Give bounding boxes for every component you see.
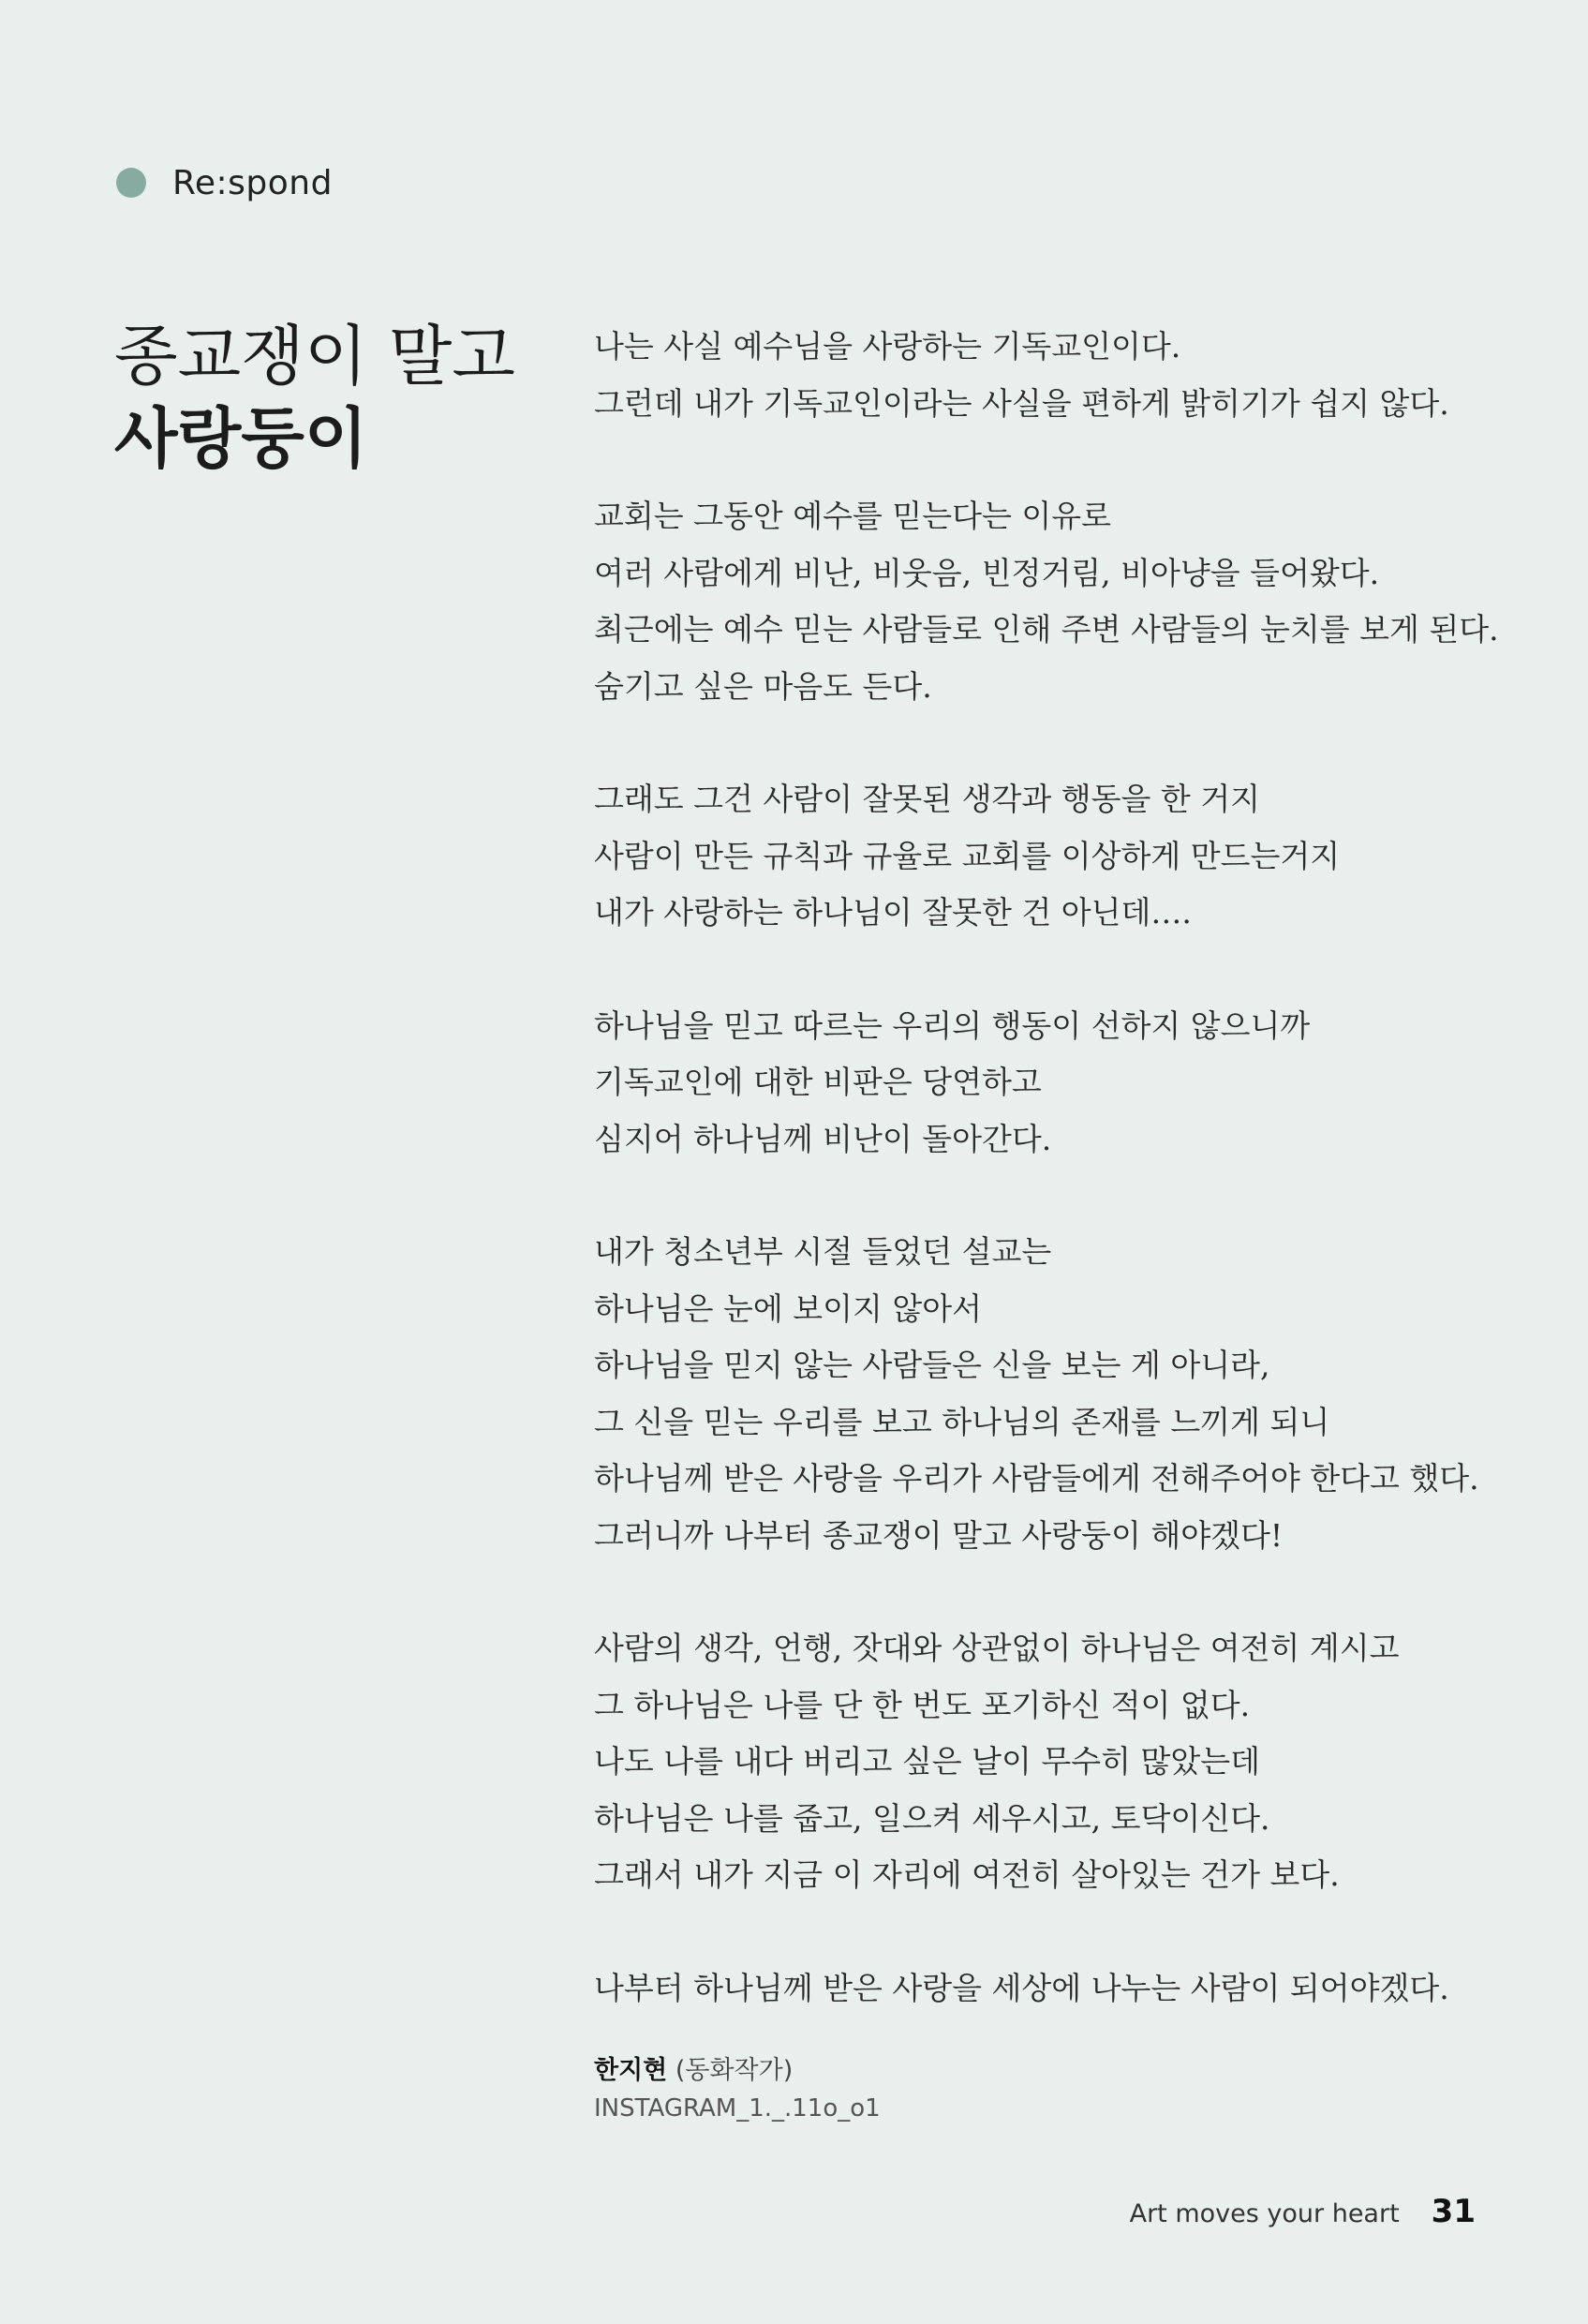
stanza-line: 최근에는 예수 믿는 사람들로 인해 주변 사람들의 눈치를 보게 된다. — [594, 611, 1499, 648]
section-label: Re:spond — [172, 163, 333, 202]
stanza — [594, 1224, 1531, 1564]
stanza-line: 그 신을 믿는 우리를 보고 하나님의 존재를 느끼게 되니 — [594, 1403, 1330, 1440]
stanza — [594, 998, 1531, 1169]
stanza-line: 그 하나님은 나를 단 한 번도 포기하신 적이 없다. — [594, 1686, 1251, 1723]
stanza-line: 그러니까 나부터 종교쟁이 말고 사랑둥이 해야겠다! — [594, 1516, 1284, 1554]
author-credit — [594, 2052, 881, 2127]
stanza-line: 나도 나를 내다 버리고 싶은 날이 무수히 많았는데 — [594, 1743, 1260, 1780]
page-footer — [1130, 2193, 1476, 2230]
stanza-line: 그래서 내가 지금 이 자리에 여전히 살아있는 건가 보다. — [594, 1856, 1340, 1893]
article-title — [114, 315, 564, 480]
stanza-line: 하나님께 받은 사랑을 우리가 사람들에게 전해주어야 한다고 했다. — [594, 1460, 1479, 1497]
stanza-line: 숨기고 싶은 마음도 든다. — [594, 667, 932, 705]
stanza-line: 내가 사랑하는 하나님이 잘못한 건 아닌데…. — [594, 894, 1192, 931]
stanza-line: 그래도 그건 사람이 잘못된 생각과 행동을 한 거지 — [594, 781, 1260, 817]
stanza-line: 하나님은 나를 줍고, 일으켜 세우시고, 토닥이신다. — [594, 1799, 1270, 1837]
footer-tagline: Art moves your heart — [1129, 2199, 1400, 2228]
stanza-line: 그런데 내가 기독교인이라는 사실을 편하게 밝히기가 쉽지 않다. — [594, 384, 1449, 422]
stanza — [594, 1960, 1531, 2018]
stanza-line: 내가 청소년부 시절 들었던 설교는 — [594, 1233, 1052, 1270]
stanza — [594, 771, 1531, 942]
stanza-line: 하나님은 눈에 보이지 않아서 — [594, 1289, 983, 1327]
article-body — [594, 319, 1531, 2073]
stanza-line: 교회는 그동안 예수를 믿는다는 이유로 — [594, 498, 1112, 534]
stanza-line: 사람의 생각, 언행, 잣대와 상관없이 하나님은 여전히 계시고 — [594, 1630, 1400, 1666]
stanza-line: 나는 사실 예수님을 사랑하는 기독교인이다. — [594, 328, 1181, 365]
stanza-line: 하나님을 믿고 따르는 우리의 행동이 선하지 않으니까 — [594, 1006, 1311, 1044]
stanza-line: 심지어 하나님께 비난이 돌아간다. — [594, 1120, 1052, 1157]
stanza-line: 여러 사람에게 비난, 비웃음, 빈정거림, 비아냥을 들어왔다. — [594, 554, 1380, 591]
stanza-line: 나부터 하나님께 받은 사랑을 세상에 나누는 사람이 되어야겠다. — [594, 1969, 1449, 2006]
stanza — [594, 319, 1531, 432]
article-title-line-1: 종교쟁이 말고 — [114, 318, 515, 395]
section-dot-icon — [116, 168, 146, 198]
stanza-line: 하나님을 믿지 않는 사람들은 신을 보는 게 아니라, — [594, 1347, 1270, 1383]
article-title-line-2: 사랑둥이 — [114, 399, 368, 477]
author-instagram: INSTAGRAM_1._.11o_o1 — [594, 2094, 881, 2123]
author-name: 한지현 — [594, 2056, 668, 2085]
stanza-line: 기독교인에 대한 비판은 당연하고 — [594, 1064, 1042, 1100]
stanza — [594, 488, 1531, 715]
stanza-line: 사람이 만든 규칙과 규율로 교회를 이상하게 만드는거지 — [594, 837, 1341, 874]
author-role: (동화작가) — [675, 2056, 794, 2085]
section-tag — [116, 159, 333, 206]
stanza — [594, 1620, 1531, 1904]
page-number: 31 — [1431, 2193, 1476, 2230]
